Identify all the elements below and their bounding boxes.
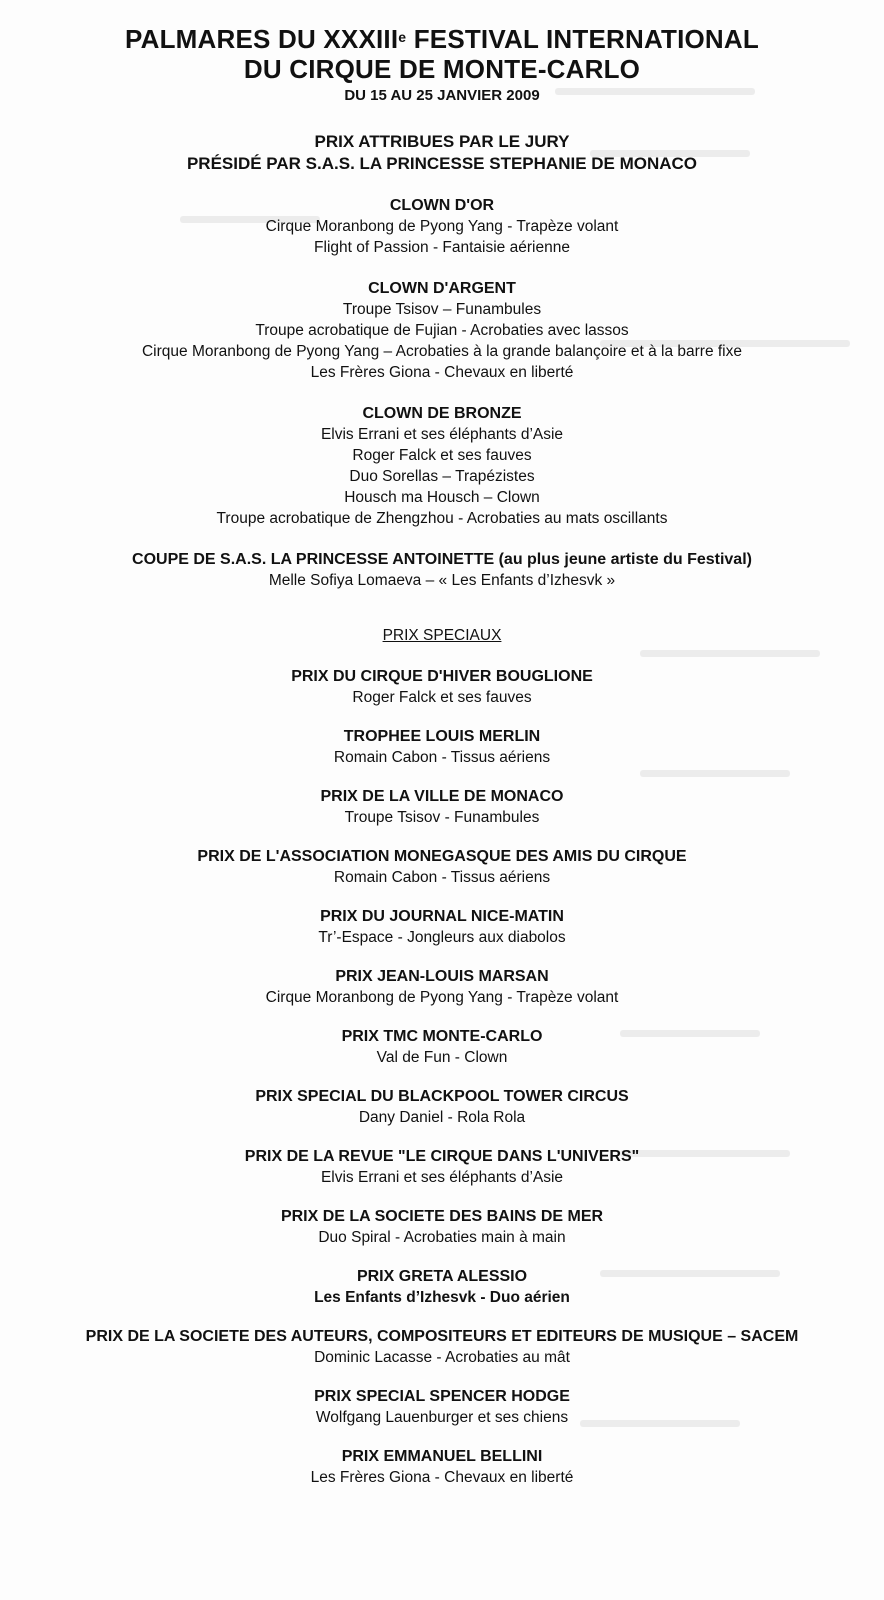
award-heading: TROPHEE LOUIS MERLIN <box>343 728 541 745</box>
award-winner: Romain Cabon - Tissus aériens <box>333 869 551 886</box>
special-prize <box>0 786 884 828</box>
award-heading: PRIX EMMANUEL BELLINI <box>341 1448 543 1465</box>
special-prize <box>0 1386 884 1428</box>
award-coupe-princesse-antoinette <box>0 549 884 591</box>
award-winner: Romain Cabon - Tissus aériens <box>333 749 551 766</box>
special-prize <box>0 1146 884 1188</box>
jury-line-2: PRÉSIDÉ PAR S.A.S. LA PRINCESSE STEPHANIE DE MONACO <box>186 154 698 173</box>
award-winner: Val de Fun - Clown <box>376 1049 508 1066</box>
award-heading: CLOWN DE BRONZE <box>362 405 522 422</box>
award-clown-bronze <box>0 403 884 529</box>
special-prize <box>0 1266 884 1308</box>
award-winner: Roger Falck et ses fauves <box>352 689 532 706</box>
special-prize <box>0 906 884 948</box>
award-winner: Troupe Tsisov – Funambules <box>342 301 542 318</box>
award-winner: Les Enfants d’Izhesvk - Duo aérien <box>314 1289 570 1306</box>
award-heading: PRIX SPECIAL DU BLACKPOOL TOWER CIRCUS <box>255 1088 629 1105</box>
title-line1-tail: FESTIVAL INTERNATIONAL <box>406 24 759 54</box>
award-heading: PRIX DE LA SOCIETE DES AUTEURS, COMPOSITEURS ET EDITEURS DE MUSIQUE – SACEM <box>85 1328 799 1345</box>
title-line1-text: PALMARES DU XXXIII <box>125 24 399 54</box>
award-winner: Roger Falck et ses fauves <box>352 447 532 464</box>
award-heading: PRIX TMC MONTE-CARLO <box>341 1028 543 1045</box>
special-prizes-list <box>0 666 884 1488</box>
award-clown-or <box>0 195 884 258</box>
document-body <box>0 24 884 1488</box>
special-prize <box>0 1326 884 1368</box>
jury-line-1: PRIX ATTRIBUES PAR LE JURY <box>314 132 570 151</box>
award-clown-argent <box>0 278 884 383</box>
award-heading: PRIX SPECIAL SPENCER HODGE <box>314 1388 570 1405</box>
award-winner: Elvis Errani et ses éléphants d’Asie <box>320 426 564 443</box>
award-winner: Flight of Passion - Fantaisie aérienne <box>314 239 570 256</box>
award-heading: PRIX DE L'ASSOCIATION MONEGASQUE DES AMIS DU CIRQUE <box>197 848 687 865</box>
award-heading: PRIX GRETA ALESSIO <box>356 1268 528 1285</box>
award-heading: PRIX DE LA SOCIETE DES BAINS DE MER <box>280 1208 604 1225</box>
title-superscript: e <box>398 29 407 45</box>
award-winner: Troupe acrobatique de Fujian - Acrobaties avec lassos <box>255 322 629 339</box>
award-heading: CLOWN D'OR <box>389 197 495 214</box>
special-prize <box>0 846 884 888</box>
award-heading: PRIX DE LA VILLE DE MONACO <box>320 788 564 805</box>
special-prize <box>0 1086 884 1128</box>
award-winner: Troupe acrobatique de Zhengzhou - Acrobaties au mats oscillants <box>216 510 668 527</box>
award-winner: Cirque Moranbong de Pyong Yang - Trapèze volant <box>265 989 619 1006</box>
award-winner: Cirque Moranbong de Pyong Yang - Trapèze volant <box>265 218 619 235</box>
document-subtitle: DU CIRQUE DE MONTE-CARLO <box>243 54 641 84</box>
document-title <box>0 24 884 54</box>
award-winner: Les Frères Giona - Chevaux en liberté <box>310 1469 574 1486</box>
award-heading: COUPE DE S.A.S. LA PRINCESSE ANTOINETTE (au plus jeune artiste du Festival) <box>132 551 752 568</box>
award-heading: PRIX DE LA REVUE "LE CIRQUE DANS L'UNIVERS" <box>244 1148 640 1165</box>
special-prize <box>0 1446 884 1488</box>
award-heading: PRIX DU CIRQUE D'HIVER BOUGLIONE <box>291 668 593 685</box>
special-prize <box>0 726 884 768</box>
award-winner: Dominic Lacasse - Acrobaties au mât <box>314 1349 570 1366</box>
award-winner: Les Frères Giona - Chevaux en liberté <box>310 364 574 381</box>
award-winner: Troupe Tsisov - Funambules <box>344 809 540 826</box>
award-winner: Cirque Moranbong de Pyong Yang – Acrobaties à la grande balançoire et à la barre fixe <box>141 343 742 360</box>
award-winner: Elvis Errani et ses éléphants d’Asie <box>320 1169 564 1186</box>
special-prizes-title: PRIX SPECIAUX <box>382 627 502 644</box>
special-prize <box>0 1206 884 1248</box>
award-heading: PRIX DU JOURNAL NICE-MATIN <box>320 908 564 925</box>
award-winner: Duo Spiral - Acrobaties main à main <box>318 1229 566 1246</box>
award-winner: Housch ma Housch – Clown <box>344 489 540 506</box>
award-winner: Wolfgang Lauenburger et ses chiens <box>315 1409 569 1426</box>
award-winner: Dany Daniel - Rola Rola <box>358 1109 526 1126</box>
award-winner: Tr’-Espace - Jongleurs aux diabolos <box>318 929 566 946</box>
jury-header <box>0 131 884 175</box>
special-prize <box>0 966 884 1008</box>
award-heading: CLOWN D'ARGENT <box>368 280 516 297</box>
award-heading: PRIX JEAN-LOUIS MARSAN <box>335 968 549 985</box>
award-winner: Duo Sorellas – Trapézistes <box>349 468 535 485</box>
special-prize <box>0 666 884 708</box>
award-winner: Melle Sofiya Lomaeva – « Les Enfants d’Izhesvk » <box>268 572 616 589</box>
special-prize <box>0 1026 884 1068</box>
festival-dates: DU 15 AU 25 JANVIER 2009 <box>344 87 540 104</box>
